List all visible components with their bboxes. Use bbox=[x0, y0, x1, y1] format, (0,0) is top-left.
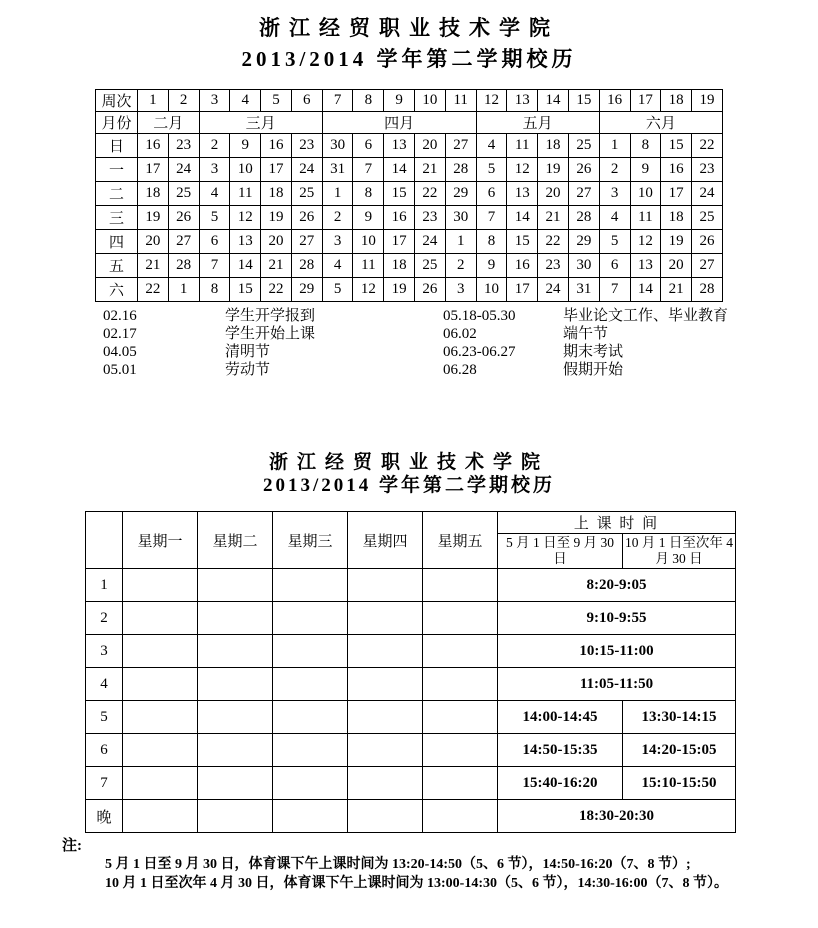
event-desc: 学生开学报到 bbox=[225, 308, 316, 324]
calendar-week-row bbox=[96, 90, 723, 112]
schedule-period-label: 6 bbox=[86, 734, 123, 767]
calendar-date-cell: 10 bbox=[630, 182, 661, 206]
calendar-weekday-label: 五 bbox=[96, 254, 138, 278]
calendar-date-cell: 28 bbox=[168, 254, 199, 278]
calendar-title bbox=[0, 14, 818, 73]
calendar-date-cell: 1 bbox=[322, 182, 353, 206]
schedule-empty-cell bbox=[123, 668, 198, 701]
schedule-body-row bbox=[86, 635, 736, 668]
schedule-empty-cell bbox=[123, 800, 198, 833]
calendar-day-row bbox=[96, 134, 723, 158]
calendar-date-cell: 13 bbox=[384, 134, 415, 158]
calendar-date-cell: 7 bbox=[353, 158, 384, 182]
event-desc: 劳动节 bbox=[225, 362, 271, 378]
calendar-date-cell: 16 bbox=[138, 134, 169, 158]
schedule-day-header: 星期二 bbox=[198, 512, 273, 569]
event-date: 06.02 bbox=[443, 326, 477, 342]
schedule-empty-cell bbox=[423, 701, 498, 734]
schedule-body-row bbox=[86, 701, 736, 734]
calendar-week-number: 3 bbox=[199, 90, 230, 112]
calendar-date-cell: 15 bbox=[384, 182, 415, 206]
schedule-empty-cell bbox=[198, 668, 273, 701]
schedule-empty-cell bbox=[198, 701, 273, 734]
calendar-date-cell: 18 bbox=[661, 206, 692, 230]
event-desc: 期末考试 bbox=[563, 344, 624, 360]
semester-title-2: 2013/2014 学年第二学期校历 bbox=[262, 475, 556, 496]
notes bbox=[62, 837, 818, 893]
calendar-week-number: 16 bbox=[599, 90, 630, 112]
schedule-period-label: 3 bbox=[86, 635, 123, 668]
event-desc: 毕业论文工作、毕业教育 bbox=[563, 308, 729, 324]
schedule-time-cell-summer: 15:40-16:20 bbox=[498, 767, 623, 800]
calendar-month-cell: 六月 bbox=[599, 112, 722, 134]
event-date: 04.05 bbox=[103, 344, 137, 360]
calendar-week-number: 15 bbox=[568, 90, 599, 112]
calendar-date-cell: 23 bbox=[291, 134, 322, 158]
calendar-date-cell: 25 bbox=[415, 254, 446, 278]
calendar-week-number: 1 bbox=[138, 90, 169, 112]
schedule-empty-cell bbox=[123, 602, 198, 635]
school-name: 浙江经贸职业技术学院 bbox=[259, 16, 559, 40]
schedule-time-cell-summer: 14:50-15:35 bbox=[498, 734, 623, 767]
calendar-week-label: 周次 bbox=[96, 90, 138, 112]
calendar-month-row bbox=[96, 112, 723, 134]
calendar-date-cell: 22 bbox=[138, 278, 169, 302]
schedule-period-label: 4 bbox=[86, 668, 123, 701]
event-date: 02.16 bbox=[103, 308, 137, 324]
calendar-week-number: 2 bbox=[168, 90, 199, 112]
calendar-date-cell: 24 bbox=[692, 182, 723, 206]
calendar-week-number: 14 bbox=[538, 90, 569, 112]
schedule-time-cell-winter: 15:10-15:50 bbox=[623, 767, 736, 800]
schedule-empty-cell bbox=[198, 635, 273, 668]
schedule-empty-cell bbox=[198, 800, 273, 833]
event-date: 06.28 bbox=[443, 362, 477, 378]
calendar-date-cell: 24 bbox=[538, 278, 569, 302]
calendar-date-cell: 16 bbox=[507, 254, 538, 278]
event-date: 05.18-05.30 bbox=[443, 308, 516, 324]
calendar-date-cell: 4 bbox=[199, 182, 230, 206]
calendar-date-cell: 9 bbox=[230, 134, 261, 158]
calendar-date-cell: 19 bbox=[138, 206, 169, 230]
calendar-date-cell: 18 bbox=[138, 182, 169, 206]
calendar-week-number: 6 bbox=[291, 90, 322, 112]
calendar-date-cell: 24 bbox=[168, 158, 199, 182]
page bbox=[0, 14, 818, 928]
calendar-date-cell: 10 bbox=[230, 158, 261, 182]
schedule-empty-cell bbox=[198, 602, 273, 635]
calendar-date-cell: 9 bbox=[630, 158, 661, 182]
calendar-date-cell: 22 bbox=[415, 182, 446, 206]
calendar-weekday-label: 日 bbox=[96, 134, 138, 158]
schedule-time-cell-winter: 13:30-14:15 bbox=[623, 701, 736, 734]
schedule-empty-cell bbox=[273, 767, 348, 800]
event-desc: 端午节 bbox=[563, 326, 609, 342]
calendar-date-cell: 3 bbox=[199, 158, 230, 182]
calendar-date-cell: 27 bbox=[568, 182, 599, 206]
calendar-week-number: 8 bbox=[353, 90, 384, 112]
calendar-weekday-label: 二 bbox=[96, 182, 138, 206]
schedule-body-row bbox=[86, 602, 736, 635]
calendar-date-cell: 6 bbox=[199, 230, 230, 254]
calendar-date-cell: 31 bbox=[322, 158, 353, 182]
calendar-date-cell: 19 bbox=[538, 158, 569, 182]
schedule-body-row bbox=[86, 800, 736, 833]
schedule-empty-cell bbox=[348, 734, 423, 767]
calendar-date-cell: 13 bbox=[230, 230, 261, 254]
calendar-date-cell: 22 bbox=[692, 134, 723, 158]
calendar-date-cell: 23 bbox=[415, 206, 446, 230]
schedule-title bbox=[0, 451, 818, 497]
calendar-date-cell: 10 bbox=[476, 278, 507, 302]
event-desc: 假期开始 bbox=[563, 362, 624, 378]
schedule-day-header: 星期五 bbox=[423, 512, 498, 569]
calendar-date-cell: 18 bbox=[384, 254, 415, 278]
calendar-date-cell: 21 bbox=[138, 254, 169, 278]
calendar-date-cell: 28 bbox=[291, 254, 322, 278]
calendar-date-cell: 27 bbox=[692, 254, 723, 278]
event-desc: 学生开始上课 bbox=[225, 326, 316, 342]
calendar-day-row bbox=[96, 254, 723, 278]
calendar-date-cell: 19 bbox=[384, 278, 415, 302]
note-line-1: 5 月 1 日至 9 月 30 日，体育课下午上课时间为 13:20-14:50（5、6 节），14:50-16:20（7、8 节）; bbox=[105, 857, 691, 872]
schedule-empty-cell bbox=[348, 569, 423, 602]
calendar-date-cell: 22 bbox=[261, 278, 292, 302]
calendar-date-cell: 21 bbox=[415, 158, 446, 182]
calendar-date-cell: 14 bbox=[384, 158, 415, 182]
calendar-date-cell: 14 bbox=[630, 278, 661, 302]
calendar-date-cell: 17 bbox=[661, 182, 692, 206]
calendar-date-cell: 29 bbox=[445, 182, 476, 206]
schedule-day-header: 星期四 bbox=[348, 512, 423, 569]
semester-title: 2013/2014 学年第二学期校历 bbox=[241, 47, 577, 71]
calendar-date-cell: 28 bbox=[568, 206, 599, 230]
calendar-date-cell: 5 bbox=[199, 206, 230, 230]
schedule-empty-cell bbox=[123, 701, 198, 734]
calendar-date-cell: 26 bbox=[415, 278, 446, 302]
schedule-time-cell: 8:20-9:05 bbox=[498, 569, 736, 602]
calendar-week-number: 19 bbox=[692, 90, 723, 112]
calendar-date-cell: 28 bbox=[445, 158, 476, 182]
schedule-period-1-header: 5 月 1 日至 9 月 30 日 bbox=[498, 534, 623, 569]
calendar-weekday-label: 一 bbox=[96, 158, 138, 182]
schedule-empty-cell bbox=[273, 569, 348, 602]
calendar-date-cell: 15 bbox=[661, 134, 692, 158]
schedule-empty-cell bbox=[198, 569, 273, 602]
event-date: 05.01 bbox=[103, 362, 137, 378]
schedule-empty-cell bbox=[423, 602, 498, 635]
calendar-date-cell: 2 bbox=[199, 134, 230, 158]
calendar-date-cell: 17 bbox=[138, 158, 169, 182]
calendar-date-cell: 23 bbox=[692, 158, 723, 182]
calendar-week-number: 11 bbox=[445, 90, 476, 112]
calendar-date-cell: 20 bbox=[261, 230, 292, 254]
schedule-empty-cell bbox=[273, 602, 348, 635]
calendar-date-cell: 18 bbox=[261, 182, 292, 206]
calendar-month-cell: 五月 bbox=[476, 112, 599, 134]
calendar-date-cell: 2 bbox=[322, 206, 353, 230]
calendar-date-cell: 3 bbox=[445, 278, 476, 302]
schedule-time-cell: 18:30-20:30 bbox=[498, 800, 736, 833]
schedule-empty-cell bbox=[423, 668, 498, 701]
calendar-date-cell: 12 bbox=[630, 230, 661, 254]
calendar-date-cell: 11 bbox=[353, 254, 384, 278]
calendar-date-cell: 7 bbox=[199, 254, 230, 278]
calendar-date-cell: 24 bbox=[291, 158, 322, 182]
schedule-period-label: 7 bbox=[86, 767, 123, 800]
calendar-date-cell: 17 bbox=[507, 278, 538, 302]
calendar-week-number: 5 bbox=[261, 90, 292, 112]
calendar-date-cell: 21 bbox=[661, 278, 692, 302]
schedule-empty-cell bbox=[273, 734, 348, 767]
calendar-date-cell: 14 bbox=[230, 254, 261, 278]
calendar-date-cell: 26 bbox=[291, 206, 322, 230]
schedule-empty-cell bbox=[348, 701, 423, 734]
calendar-date-cell: 10 bbox=[353, 230, 384, 254]
calendar-date-cell: 15 bbox=[230, 278, 261, 302]
calendar-date-cell: 1 bbox=[168, 278, 199, 302]
calendar-date-cell: 13 bbox=[630, 254, 661, 278]
calendar-week-number: 9 bbox=[384, 90, 415, 112]
schedule-empty-cell bbox=[348, 602, 423, 635]
event-desc: 清明节 bbox=[225, 344, 271, 360]
schedule-empty-cell bbox=[198, 767, 273, 800]
schedule-table-body bbox=[86, 512, 736, 833]
schedule-body-row bbox=[86, 767, 736, 800]
schedule-empty-cell bbox=[348, 635, 423, 668]
calendar-date-cell: 5 bbox=[322, 278, 353, 302]
calendar-date-cell: 20 bbox=[415, 134, 446, 158]
calendar-date-cell: 8 bbox=[353, 182, 384, 206]
calendar-date-cell: 9 bbox=[476, 254, 507, 278]
calendar-month-label: 月份 bbox=[96, 112, 138, 134]
calendar-day-row bbox=[96, 206, 723, 230]
calendar-weekday-label: 六 bbox=[96, 278, 138, 302]
calendar-date-cell: 8 bbox=[630, 134, 661, 158]
schedule-empty-cell bbox=[423, 569, 498, 602]
schedule-body-row bbox=[86, 734, 736, 767]
calendar-date-cell: 1 bbox=[599, 134, 630, 158]
schedule-body-row bbox=[86, 668, 736, 701]
calendar-date-cell: 21 bbox=[538, 206, 569, 230]
schedule-empty-cell bbox=[423, 800, 498, 833]
calendar-weekday-label: 四 bbox=[96, 230, 138, 254]
notes-label: 注: bbox=[62, 838, 82, 854]
calendar-date-cell: 6 bbox=[599, 254, 630, 278]
calendar-date-cell: 11 bbox=[630, 206, 661, 230]
calendar-date-cell: 23 bbox=[538, 254, 569, 278]
calendar-date-cell: 31 bbox=[568, 278, 599, 302]
calendar-date-cell: 16 bbox=[661, 158, 692, 182]
calendar-month-cell: 三月 bbox=[199, 112, 322, 134]
calendar-week-number: 7 bbox=[322, 90, 353, 112]
event-date: 06.23-06.27 bbox=[443, 344, 516, 360]
calendar-day-row bbox=[96, 230, 723, 254]
calendar-week-number: 18 bbox=[661, 90, 692, 112]
schedule-day-header: 星期一 bbox=[123, 512, 198, 569]
calendar-date-cell: 19 bbox=[661, 230, 692, 254]
calendar-date-cell: 5 bbox=[599, 230, 630, 254]
calendar-table-body bbox=[96, 90, 723, 302]
calendar-date-cell: 14 bbox=[507, 206, 538, 230]
calendar-date-cell: 19 bbox=[261, 206, 292, 230]
calendar-date-cell: 4 bbox=[599, 206, 630, 230]
calendar-date-cell: 5 bbox=[476, 158, 507, 182]
calendar-date-cell: 29 bbox=[568, 230, 599, 254]
calendar-weekday-label: 三 bbox=[96, 206, 138, 230]
schedule-period-label: 晚 bbox=[86, 800, 123, 833]
calendar-date-cell: 23 bbox=[168, 134, 199, 158]
calendar-date-cell: 27 bbox=[445, 134, 476, 158]
calendar-week-number: 13 bbox=[507, 90, 538, 112]
schedule-empty-cell bbox=[348, 800, 423, 833]
calendar-date-cell: 30 bbox=[445, 206, 476, 230]
calendar-date-cell: 30 bbox=[322, 134, 353, 158]
note-line-2: 10 月 1 日至次年 4 月 30 日，体育课下午上课时间为 13:00-14:30（5、6 节），14:30-16:00（7、8 节）。 bbox=[105, 876, 728, 891]
calendar-date-cell: 4 bbox=[476, 134, 507, 158]
calendar-day-row bbox=[96, 158, 723, 182]
schedule-empty-cell bbox=[423, 635, 498, 668]
calendar-date-cell: 1 bbox=[445, 230, 476, 254]
calendar-date-cell: 16 bbox=[261, 134, 292, 158]
calendar-date-cell: 2 bbox=[599, 158, 630, 182]
calendar-date-cell: 20 bbox=[538, 182, 569, 206]
schedule-period-label: 5 bbox=[86, 701, 123, 734]
schedule-empty-cell bbox=[123, 767, 198, 800]
schedule-time-cell: 11:05-11:50 bbox=[498, 668, 736, 701]
schedule-day-header: 星期三 bbox=[273, 512, 348, 569]
calendar-date-cell: 17 bbox=[261, 158, 292, 182]
calendar-week-number: 10 bbox=[415, 90, 446, 112]
calendar-date-cell: 27 bbox=[168, 230, 199, 254]
calendar-date-cell: 25 bbox=[568, 134, 599, 158]
calendar-date-cell: 7 bbox=[476, 206, 507, 230]
calendar-date-cell: 25 bbox=[291, 182, 322, 206]
schedule-empty-cell bbox=[123, 635, 198, 668]
schedule-empty-cell bbox=[423, 734, 498, 767]
calendar-date-cell: 28 bbox=[692, 278, 723, 302]
schedule-time-cell-summer: 14:00-14:45 bbox=[498, 701, 623, 734]
calendar-date-cell: 6 bbox=[353, 134, 384, 158]
schedule-time-cell: 9:10-9:55 bbox=[498, 602, 736, 635]
calendar-date-cell: 6 bbox=[476, 182, 507, 206]
events-list bbox=[103, 307, 818, 379]
schedule-time-header: 上 课 时 间 bbox=[498, 512, 736, 534]
schedule-empty-cell bbox=[348, 668, 423, 701]
calendar-date-cell: 20 bbox=[138, 230, 169, 254]
calendar-date-cell: 29 bbox=[291, 278, 322, 302]
schedule-empty-cell bbox=[123, 569, 198, 602]
calendar-date-cell: 4 bbox=[322, 254, 353, 278]
schedule-empty-cell bbox=[273, 800, 348, 833]
schedule-time-cell-winter: 14:20-15:05 bbox=[623, 734, 736, 767]
calendar-date-cell: 24 bbox=[415, 230, 446, 254]
schedule-empty-cell bbox=[273, 668, 348, 701]
calendar-date-cell: 8 bbox=[199, 278, 230, 302]
calendar-date-cell: 26 bbox=[168, 206, 199, 230]
calendar-date-cell: 26 bbox=[692, 230, 723, 254]
schedule-header-row-1 bbox=[86, 512, 736, 534]
calendar-date-cell: 20 bbox=[661, 254, 692, 278]
calendar-date-cell: 25 bbox=[168, 182, 199, 206]
school-name-2: 浙江经贸职业技术学院 bbox=[268, 452, 549, 473]
calendar-date-cell: 27 bbox=[291, 230, 322, 254]
calendar-date-cell: 17 bbox=[384, 230, 415, 254]
schedule-empty-cell bbox=[198, 734, 273, 767]
calendar-day-row bbox=[96, 278, 723, 302]
calendar-date-cell: 7 bbox=[599, 278, 630, 302]
schedule-empty-cell bbox=[348, 767, 423, 800]
schedule-period-2-header: 10 月 1 日至次年 4 月 30 日 bbox=[623, 534, 736, 569]
schedule-body-row bbox=[86, 569, 736, 602]
calendar-week-number: 17 bbox=[630, 90, 661, 112]
calendar-week-number: 4 bbox=[230, 90, 261, 112]
calendar-month-cell: 二月 bbox=[138, 112, 200, 134]
calendar-date-cell: 22 bbox=[538, 230, 569, 254]
calendar-date-cell: 30 bbox=[568, 254, 599, 278]
calendar-date-cell: 9 bbox=[353, 206, 384, 230]
calendar-month-cell: 四月 bbox=[322, 112, 476, 134]
calendar-date-cell: 16 bbox=[384, 206, 415, 230]
schedule-empty-cell bbox=[123, 734, 198, 767]
calendar-date-cell: 12 bbox=[353, 278, 384, 302]
calendar-date-cell: 3 bbox=[322, 230, 353, 254]
event-date: 02.17 bbox=[103, 326, 137, 342]
calendar-date-cell: 2 bbox=[445, 254, 476, 278]
calendar-date-cell: 25 bbox=[692, 206, 723, 230]
calendar-date-cell: 11 bbox=[507, 134, 538, 158]
calendar-date-cell: 3 bbox=[599, 182, 630, 206]
calendar-date-cell: 13 bbox=[507, 182, 538, 206]
calendar-date-cell: 18 bbox=[538, 134, 569, 158]
schedule-table bbox=[85, 511, 736, 833]
schedule-corner-cell bbox=[86, 512, 123, 569]
calendar-date-cell: 12 bbox=[230, 206, 261, 230]
calendar-day-row bbox=[96, 182, 723, 206]
calendar-date-cell: 21 bbox=[261, 254, 292, 278]
schedule-period-label: 1 bbox=[86, 569, 123, 602]
schedule-time-cell: 10:15-11:00 bbox=[498, 635, 736, 668]
calendar-date-cell: 15 bbox=[507, 230, 538, 254]
calendar-table bbox=[95, 89, 723, 302]
calendar-date-cell: 8 bbox=[476, 230, 507, 254]
schedule-empty-cell bbox=[273, 635, 348, 668]
schedule-period-label: 2 bbox=[86, 602, 123, 635]
calendar-date-cell: 11 bbox=[230, 182, 261, 206]
calendar-week-number: 12 bbox=[476, 90, 507, 112]
schedule-empty-cell bbox=[273, 701, 348, 734]
schedule-empty-cell bbox=[423, 767, 498, 800]
calendar-date-cell: 26 bbox=[568, 158, 599, 182]
calendar-date-cell: 12 bbox=[507, 158, 538, 182]
